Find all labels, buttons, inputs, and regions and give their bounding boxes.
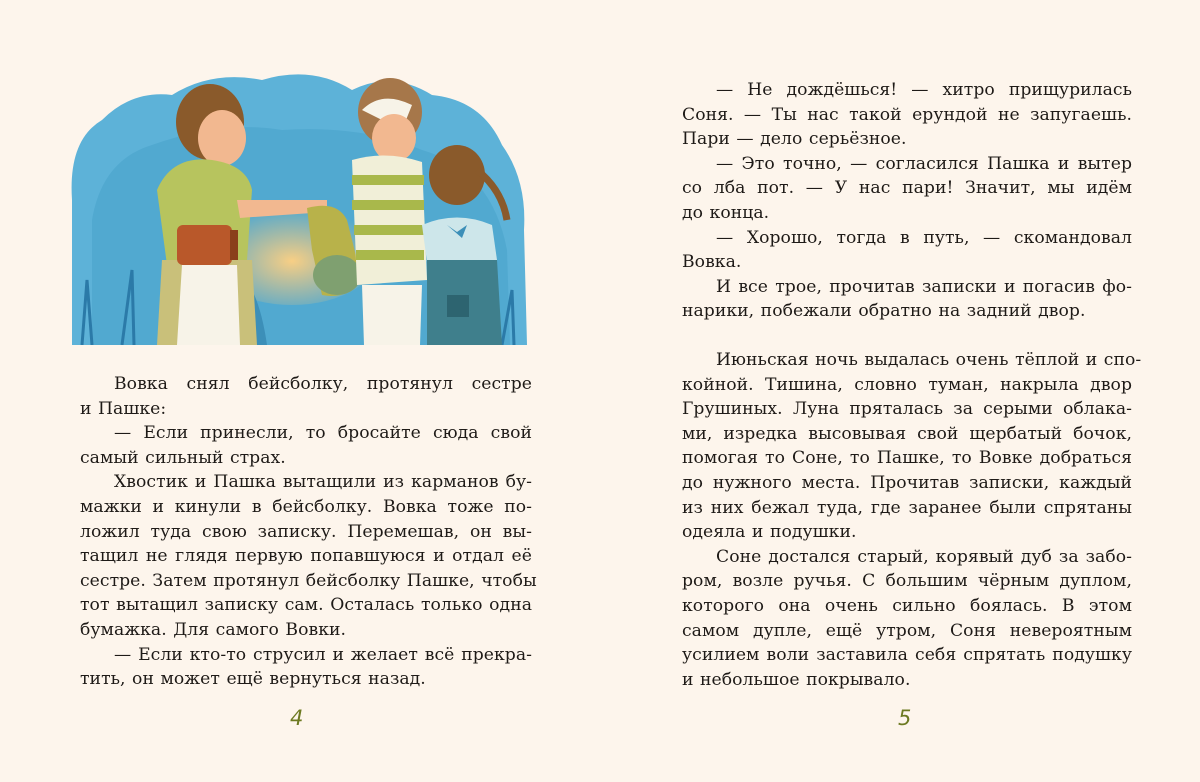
text-line: Хвостик и Пашка вытащили из карманов бу-: [114, 472, 532, 493]
text-line: одеяла и подушки.: [682, 522, 857, 543]
text-line: самом дупле, ещё утром, Соня невероятным: [682, 620, 1132, 641]
illustration-children-with-flashlight: [62, 50, 532, 345]
text-line: Соня. — Ты нас такой ерундой не запугаешь.: [682, 104, 1132, 125]
right-page-text-section-1: [682, 78, 1132, 324]
text-line: и Пашке:: [80, 398, 167, 419]
right-page: [600, 0, 1200, 782]
text-line: койной. Тишина, словно туман, накрыла двор: [682, 374, 1132, 395]
page-number-left: 4: [290, 706, 304, 730]
text-line: ми, изредка высовывая свой щербатый бочок,: [682, 423, 1132, 444]
text-line: тот вытащил записку сам. Осталась только одна: [80, 595, 532, 616]
text-line: — Хорошо, тогда в путь, — скомандовал: [716, 227, 1132, 248]
text-line: тащил не глядя первую попавшуюся и отдал её: [80, 546, 532, 567]
text-line: со лба пот. — У нас пари! Значит, мы идём: [682, 178, 1132, 199]
text-line: из них бежал туда, где заранее были спрятаны: [682, 497, 1132, 518]
left-page-text: [80, 372, 537, 692]
text-line: сестре. Затем протянул бейсболку Пашке, чтобы: [80, 570, 537, 591]
text-line: Июньская ночь выдалась очень тёплой и спо-: [716, 350, 1142, 370]
text-line: ром, возле ручья. С большим чёрным дуплом,: [682, 571, 1132, 592]
text-line: Вовка.: [682, 252, 742, 273]
text-line: — Не дождёшься! — хитро прищурилась: [716, 80, 1132, 100]
text-line: усилием воли заставила себя спрятать подушку: [682, 645, 1132, 666]
text-line: Пари — дело серьёзное.: [682, 129, 907, 150]
text-line: Грушиных. Луна пряталась за серыми облака-: [682, 399, 1132, 420]
text-line: до конца.: [682, 202, 770, 223]
text-line: мажки и кинули в бейсболку. Вовка тоже по-: [80, 496, 532, 517]
text-line: — Если принесли, то бросайте сюда свой: [114, 423, 532, 444]
text-line: И все трое, прочитав записки и погасив фо-: [716, 276, 1132, 297]
right-page-text-section-2: [682, 348, 1142, 692]
text-line: Вовка снял бейсболку, протянул сестре: [114, 374, 532, 394]
text-line: — Если кто-то струсил и желает всё прекра-: [114, 644, 532, 665]
page-number-right: 5: [898, 706, 912, 730]
text-line: ложил туда свою записку. Перемешав, он вы-: [80, 521, 532, 542]
text-line: Соне достался старый, корявый дуб за забо-: [716, 546, 1132, 567]
text-line: которого она очень сильно боялась. В этом: [682, 595, 1132, 616]
text-line: бумажка. Для самого Вовки.: [80, 619, 347, 640]
text-line: тить, он может ещё вернуться назад.: [80, 669, 426, 690]
text-line: и небольшое покрывало.: [682, 669, 911, 690]
text-line: — Это точно, — согласился Пашка и вытер: [716, 153, 1132, 174]
text-line: самый сильный страх.: [80, 447, 286, 468]
text-line: до нужного места. Прочитав записки, каждый: [682, 472, 1132, 493]
text-line: нарики, побежали обратно на задний двор.: [682, 301, 1086, 322]
text-line: помогая то Соне, то Пашке, то Вовке добраться: [682, 448, 1132, 469]
